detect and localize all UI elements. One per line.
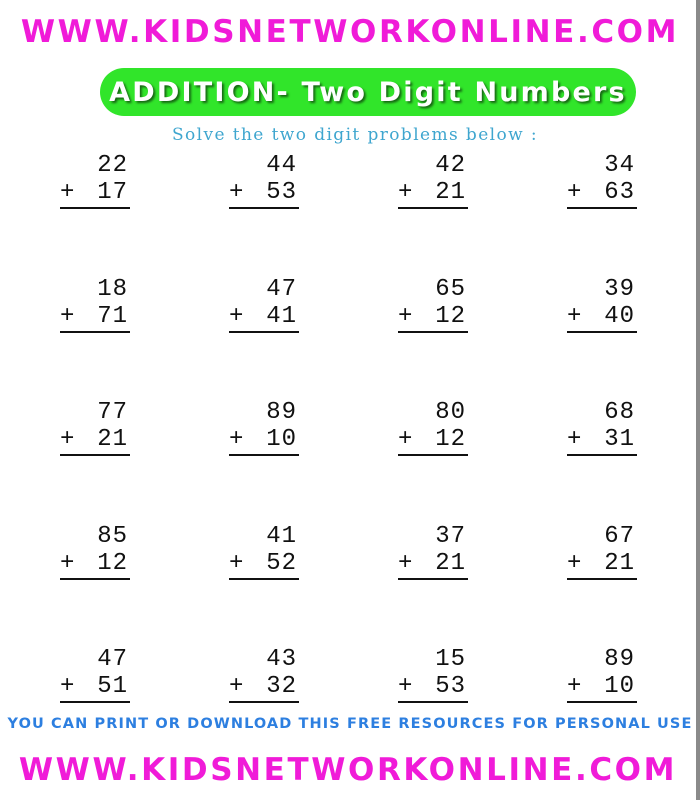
problem-bottom-number: 52 bbox=[266, 550, 297, 577]
addition-problem bbox=[229, 152, 299, 209]
problem-bottom-row bbox=[229, 303, 299, 333]
problem-bottom-row bbox=[229, 673, 299, 703]
addition-problem bbox=[398, 646, 468, 703]
problem-top-number: 39 bbox=[604, 276, 635, 303]
problem-top-number: 89 bbox=[604, 646, 635, 673]
problem-bottom-number: 40 bbox=[604, 303, 635, 330]
addition-problem bbox=[229, 523, 299, 580]
problem-bottom-row bbox=[398, 179, 468, 209]
problem-bottom-row bbox=[60, 303, 130, 333]
plus-operator: + bbox=[229, 426, 245, 453]
plus-operator: + bbox=[398, 550, 414, 577]
problem-bottom-row bbox=[398, 303, 468, 333]
problem-bottom-number: 51 bbox=[97, 673, 128, 700]
plus-operator: + bbox=[398, 673, 414, 700]
problem-top-number: 65 bbox=[435, 276, 466, 303]
problem-bottom-row bbox=[229, 179, 299, 209]
problem-bottom-row bbox=[567, 179, 637, 209]
problem-top-number: 44 bbox=[266, 152, 297, 179]
problem-bottom-number: 21 bbox=[604, 550, 635, 577]
plus-operator: + bbox=[567, 550, 583, 577]
addition-problem bbox=[60, 152, 130, 209]
problem-bottom-number: 71 bbox=[97, 303, 128, 330]
problem-bottom-row bbox=[567, 673, 637, 703]
problem-top-number: 42 bbox=[435, 152, 466, 179]
problem-bottom-row bbox=[398, 673, 468, 703]
plus-operator: + bbox=[60, 179, 76, 206]
plus-operator: + bbox=[60, 550, 76, 577]
addition-problem bbox=[567, 152, 637, 209]
addition-problem bbox=[60, 276, 130, 333]
plus-operator: + bbox=[229, 179, 245, 206]
addition-problem bbox=[567, 276, 637, 333]
addition-problem bbox=[229, 646, 299, 703]
problem-bottom-number: 41 bbox=[266, 303, 297, 330]
addition-problem bbox=[567, 646, 637, 703]
problem-bottom-row bbox=[60, 550, 130, 580]
addition-problem bbox=[398, 152, 468, 209]
problem-top-number: 15 bbox=[435, 646, 466, 673]
problem-bottom-number: 10 bbox=[604, 673, 635, 700]
addition-problem bbox=[60, 646, 130, 703]
problem-bottom-number: 53 bbox=[435, 673, 466, 700]
problem-bottom-number: 21 bbox=[435, 179, 466, 206]
plus-operator: + bbox=[60, 673, 76, 700]
problem-top-number: 77 bbox=[97, 399, 128, 426]
plus-operator: + bbox=[60, 426, 76, 453]
site-url-footer[interactable]: WWW.KIDSNETWORKONLINE.COM bbox=[18, 752, 678, 788]
problem-top-number: 22 bbox=[97, 152, 128, 179]
problem-bottom-row bbox=[567, 550, 637, 580]
problem-top-number: 47 bbox=[266, 276, 297, 303]
plus-operator: + bbox=[567, 426, 583, 453]
addition-problem bbox=[60, 399, 130, 456]
problem-bottom-number: 53 bbox=[266, 179, 297, 206]
problem-top-number: 80 bbox=[435, 399, 466, 426]
problem-bottom-number: 63 bbox=[604, 179, 635, 206]
problem-bottom-number: 12 bbox=[435, 426, 466, 453]
plus-operator: + bbox=[398, 179, 414, 206]
problem-top-number: 85 bbox=[97, 523, 128, 550]
addition-problem bbox=[567, 399, 637, 456]
site-url-header[interactable]: WWW.KIDSNETWORKONLINE.COM bbox=[20, 14, 680, 50]
problem-bottom-number: 32 bbox=[266, 673, 297, 700]
plus-operator: + bbox=[567, 303, 583, 330]
plus-operator: + bbox=[398, 303, 414, 330]
worksheet-title: ADDITION- Two Digit Numbers bbox=[109, 76, 627, 108]
problem-top-number: 43 bbox=[266, 646, 297, 673]
instructions-text: Solve the two digit problems below : bbox=[171, 125, 539, 145]
plus-operator: + bbox=[567, 673, 583, 700]
problem-top-number: 47 bbox=[97, 646, 128, 673]
problem-top-number: 41 bbox=[266, 523, 297, 550]
problem-bottom-number: 21 bbox=[435, 550, 466, 577]
problem-bottom-number: 12 bbox=[97, 550, 128, 577]
plus-operator: + bbox=[229, 550, 245, 577]
problem-top-number: 34 bbox=[604, 152, 635, 179]
plus-operator: + bbox=[60, 303, 76, 330]
problem-bottom-row bbox=[60, 673, 130, 703]
problem-bottom-row bbox=[398, 426, 468, 456]
problem-bottom-number: 17 bbox=[97, 179, 128, 206]
problem-bottom-number: 31 bbox=[604, 426, 635, 453]
addition-problem bbox=[229, 276, 299, 333]
addition-problem bbox=[60, 523, 130, 580]
problem-bottom-number: 12 bbox=[435, 303, 466, 330]
addition-problem bbox=[398, 276, 468, 333]
plus-operator: + bbox=[229, 303, 245, 330]
problem-top-number: 89 bbox=[266, 399, 297, 426]
problem-bottom-row bbox=[60, 179, 130, 209]
problem-bottom-row bbox=[60, 426, 130, 456]
problem-bottom-row bbox=[567, 426, 637, 456]
addition-problem bbox=[567, 523, 637, 580]
problem-top-number: 68 bbox=[604, 399, 635, 426]
problem-bottom-row bbox=[567, 303, 637, 333]
problem-top-number: 37 bbox=[435, 523, 466, 550]
problem-bottom-number: 21 bbox=[97, 426, 128, 453]
problem-bottom-row bbox=[398, 550, 468, 580]
addition-problem bbox=[398, 523, 468, 580]
problem-top-number: 18 bbox=[97, 276, 128, 303]
plus-operator: + bbox=[229, 673, 245, 700]
problem-bottom-row bbox=[229, 550, 299, 580]
problem-bottom-row bbox=[229, 426, 299, 456]
plus-operator: + bbox=[398, 426, 414, 453]
plus-operator: + bbox=[567, 179, 583, 206]
footer-note: YOU CAN PRINT OR DOWNLOAD THIS FREE RESOURCES FOR PERSONAL USE bbox=[7, 716, 693, 732]
addition-problem bbox=[398, 399, 468, 456]
addition-problem bbox=[229, 399, 299, 456]
problem-top-number: 67 bbox=[604, 523, 635, 550]
problem-bottom-number: 10 bbox=[266, 426, 297, 453]
